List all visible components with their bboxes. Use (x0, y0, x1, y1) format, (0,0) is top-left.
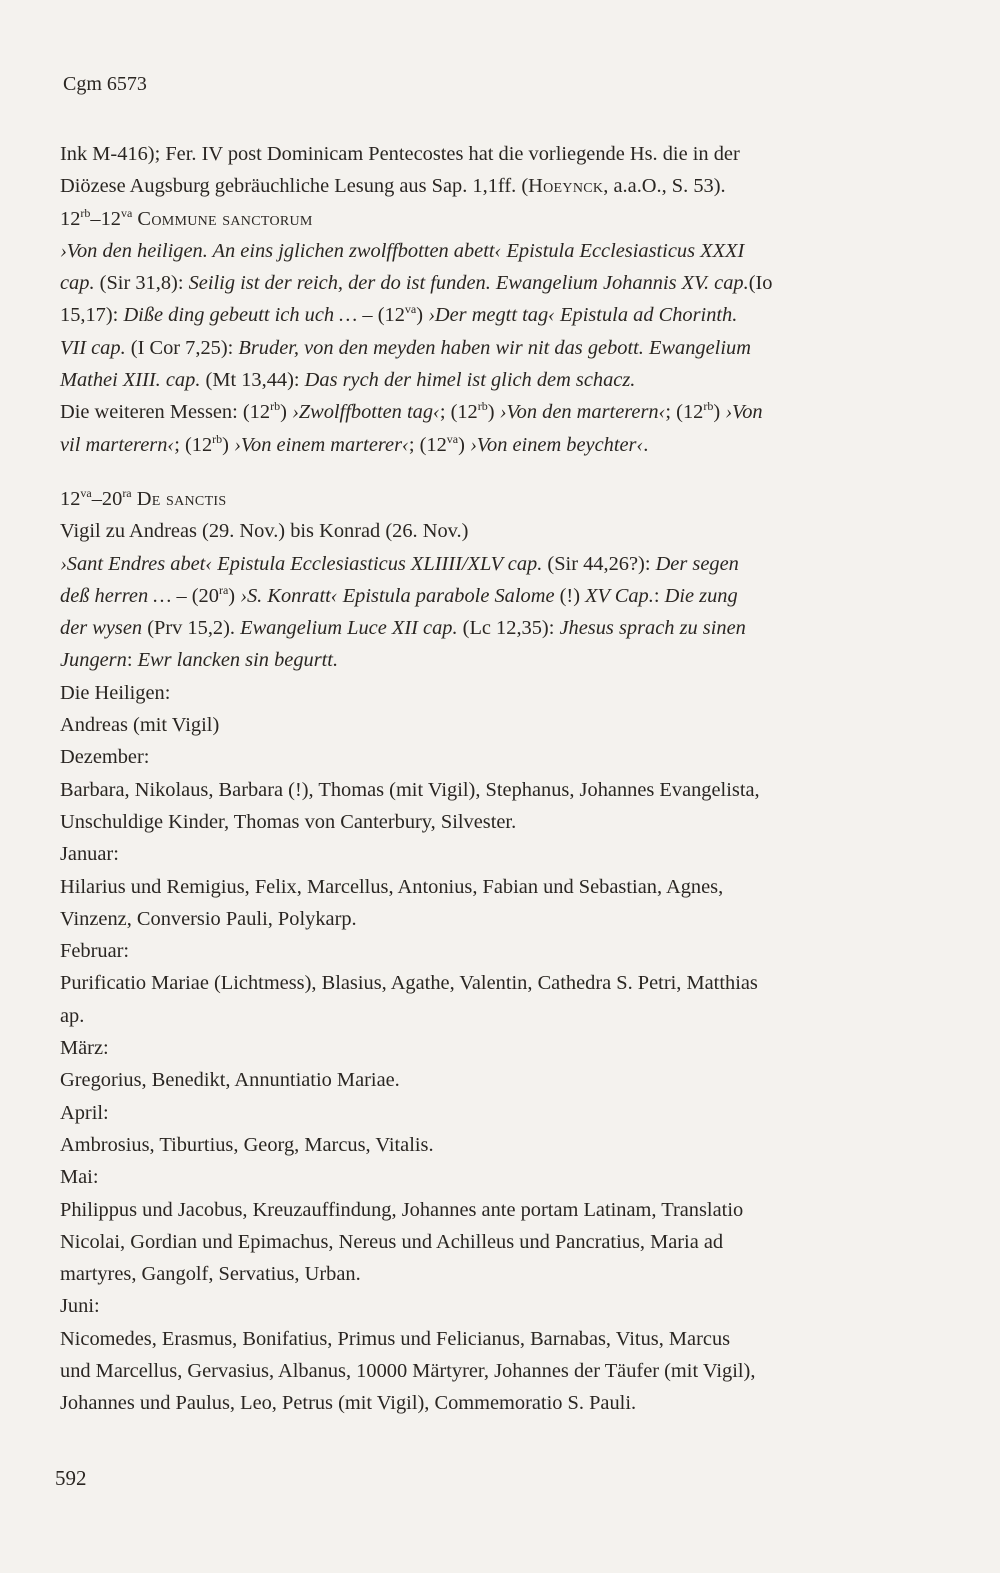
month-label-december: Dezember: (60, 746, 150, 769)
saints-january-1: Hilarius und Remigius, Felix, Marcellus, Antonius, Fabian und Sebastian, Agnes, (60, 875, 724, 898)
month-label-march: März: (60, 1037, 109, 1060)
commune-line5: Mathei XIII. cap. (Mt 13,44): Das rych der himel ist glich dem schacz. (60, 369, 636, 392)
saints-january-2: Vinzenz, Conversio Pauli, Polykarp. (60, 907, 357, 930)
sanctis-line4: der wysen (Prv 15,2). Ewangelium Luce XII cap. (Lc 12,35): Jhesus sprach zu sinen (60, 617, 746, 640)
para1-line2: Diözese Augsburg gebräuchliche Lesung aus Sap. 1,1ff. (Hoeynck, a.a.O., S. 53). (60, 175, 726, 198)
saints-december-2: Unschuldige Kinder, Thomas von Canterbury, Silvester. (60, 810, 517, 833)
section-title-sanctis: De sanctis (136, 487, 227, 510)
saints-andreas: Andreas (mit Vigil) (60, 714, 220, 737)
commune-line1: ›Von den heiligen. An eins jglichen zwolffbotten abett‹ Epistula Ecclesiasticus XXXI (60, 239, 745, 262)
commune-heading: $12^{rb}-12^{va}$ Commune sanctorum (60, 205, 313, 230)
month-label-april: April: (60, 1101, 109, 1124)
sanctis-line3: deß herren … – $(20^{ra})$ ›S. Konratt‹ Epistula parabole Salome (!) XV Cap.: Die zung (60, 583, 738, 607)
sanctis-heading: $12^{va}-20^{ra}$ De sanctis (60, 486, 227, 510)
commune-line3: 15,17): Diße ding gebeutt ich uch … – $(12^{va})$ ›Der megtt tag‹ Epistula ad Chorinth. (60, 302, 738, 327)
saints-february-2: ap. (60, 1004, 85, 1027)
section-gap (60, 461, 936, 483)
page-number: 592 (55, 1466, 87, 1490)
para1-line1: Ink M-416); Fer. IV post Dominicam Pentecostes hat die vorliegende Hs. die in der (60, 143, 740, 165)
commune-line6: Die weiteren Messen: $(12^{rb})$ ›Zwolffbotten tag‹; $(12^{rb})$ ›Von den marterern‹; $(12^{rb})$ ›Von (60, 399, 763, 424)
saints-june-1: Nicomedes, Erasmus, Bonifatius, Primus und Felicianus, Barnabas, Vitus, Marcus (60, 1327, 731, 1350)
saints-heading: Die Heiligen: (60, 681, 171, 704)
author-name: Hoeynck (528, 175, 604, 198)
saints-february-1: Purificatio Mariae (Lichtmess), Blasius, Agathe, Valentin, Cathedra S. Petri, Matthias (60, 972, 758, 995)
month-label-may: Mai: (60, 1166, 99, 1189)
commune-line7: vil marterern‹; $(12^{rb})$ ›Von einem marterer‹; $(12^{va})$ ›Von einem beychter‹. (60, 431, 649, 456)
month-label-january: Januar: (60, 843, 119, 866)
running-header: Cgm 6573 (63, 73, 147, 95)
section-title-commune: Commune sanctorum (137, 207, 313, 230)
saints-may-1: Philippus und Jacobus, Kreuzauffindung, Johannes ante portam Latinam, Translatio (60, 1198, 744, 1221)
month-label-june: Juni: (60, 1295, 100, 1318)
main-text (60, 138, 936, 1420)
sanctis-line1: Vigil zu Andreas (29. Nov.) bis Konrad (26. Nov.) (60, 520, 469, 543)
saints-may-3: martyres, Gangolf, Servatius, Urban. (60, 1263, 361, 1286)
sanctis-line5: Jungern: Ewr lancken sin begurtt. (60, 649, 339, 672)
saints-april-1: Ambrosius, Tiburtius, Georg, Marcus, Vitalis. (60, 1133, 434, 1156)
month-label-february: Februar: (60, 940, 130, 963)
saints-june-2: und Marcellus, Gervasius, Albanus, 10000 Märtyrer, Johannes der Täufer (mit Vigil), (60, 1359, 756, 1382)
sanctis-line2: ›Sant Endres abet‹ Epistula Ecclesiasticus XLIIII/XLV cap. (Sir 44,26?): Der segen (60, 552, 739, 575)
saints-june-3: Johannes und Paulus, Leo, Petrus (mit Vigil), Commemoratio S. Pauli. (60, 1392, 637, 1415)
saints-march-1: Gregorius, Benedikt, Annuntiatio Mariae. (60, 1069, 400, 1092)
saints-may-2: Nicolai, Gordian und Epimachus, Nereus und Achilleus und Pancratius, Maria ad (60, 1230, 724, 1253)
commune-line2: cap. (Sir 31,8): Seilig ist der reich, der do ist funden. Ewangelium Johannis XV. cap.(Io (60, 272, 773, 295)
saints-december-1: Barbara, Nikolaus, Barbara (!), Thomas (mit Vigil), Stephanus, Johannes Evangelista, (60, 778, 760, 801)
commune-line4: VII cap. (I Cor 7,25): Bruder, von den meyden haben wir nit das gebott. Ewangelium (60, 336, 751, 359)
